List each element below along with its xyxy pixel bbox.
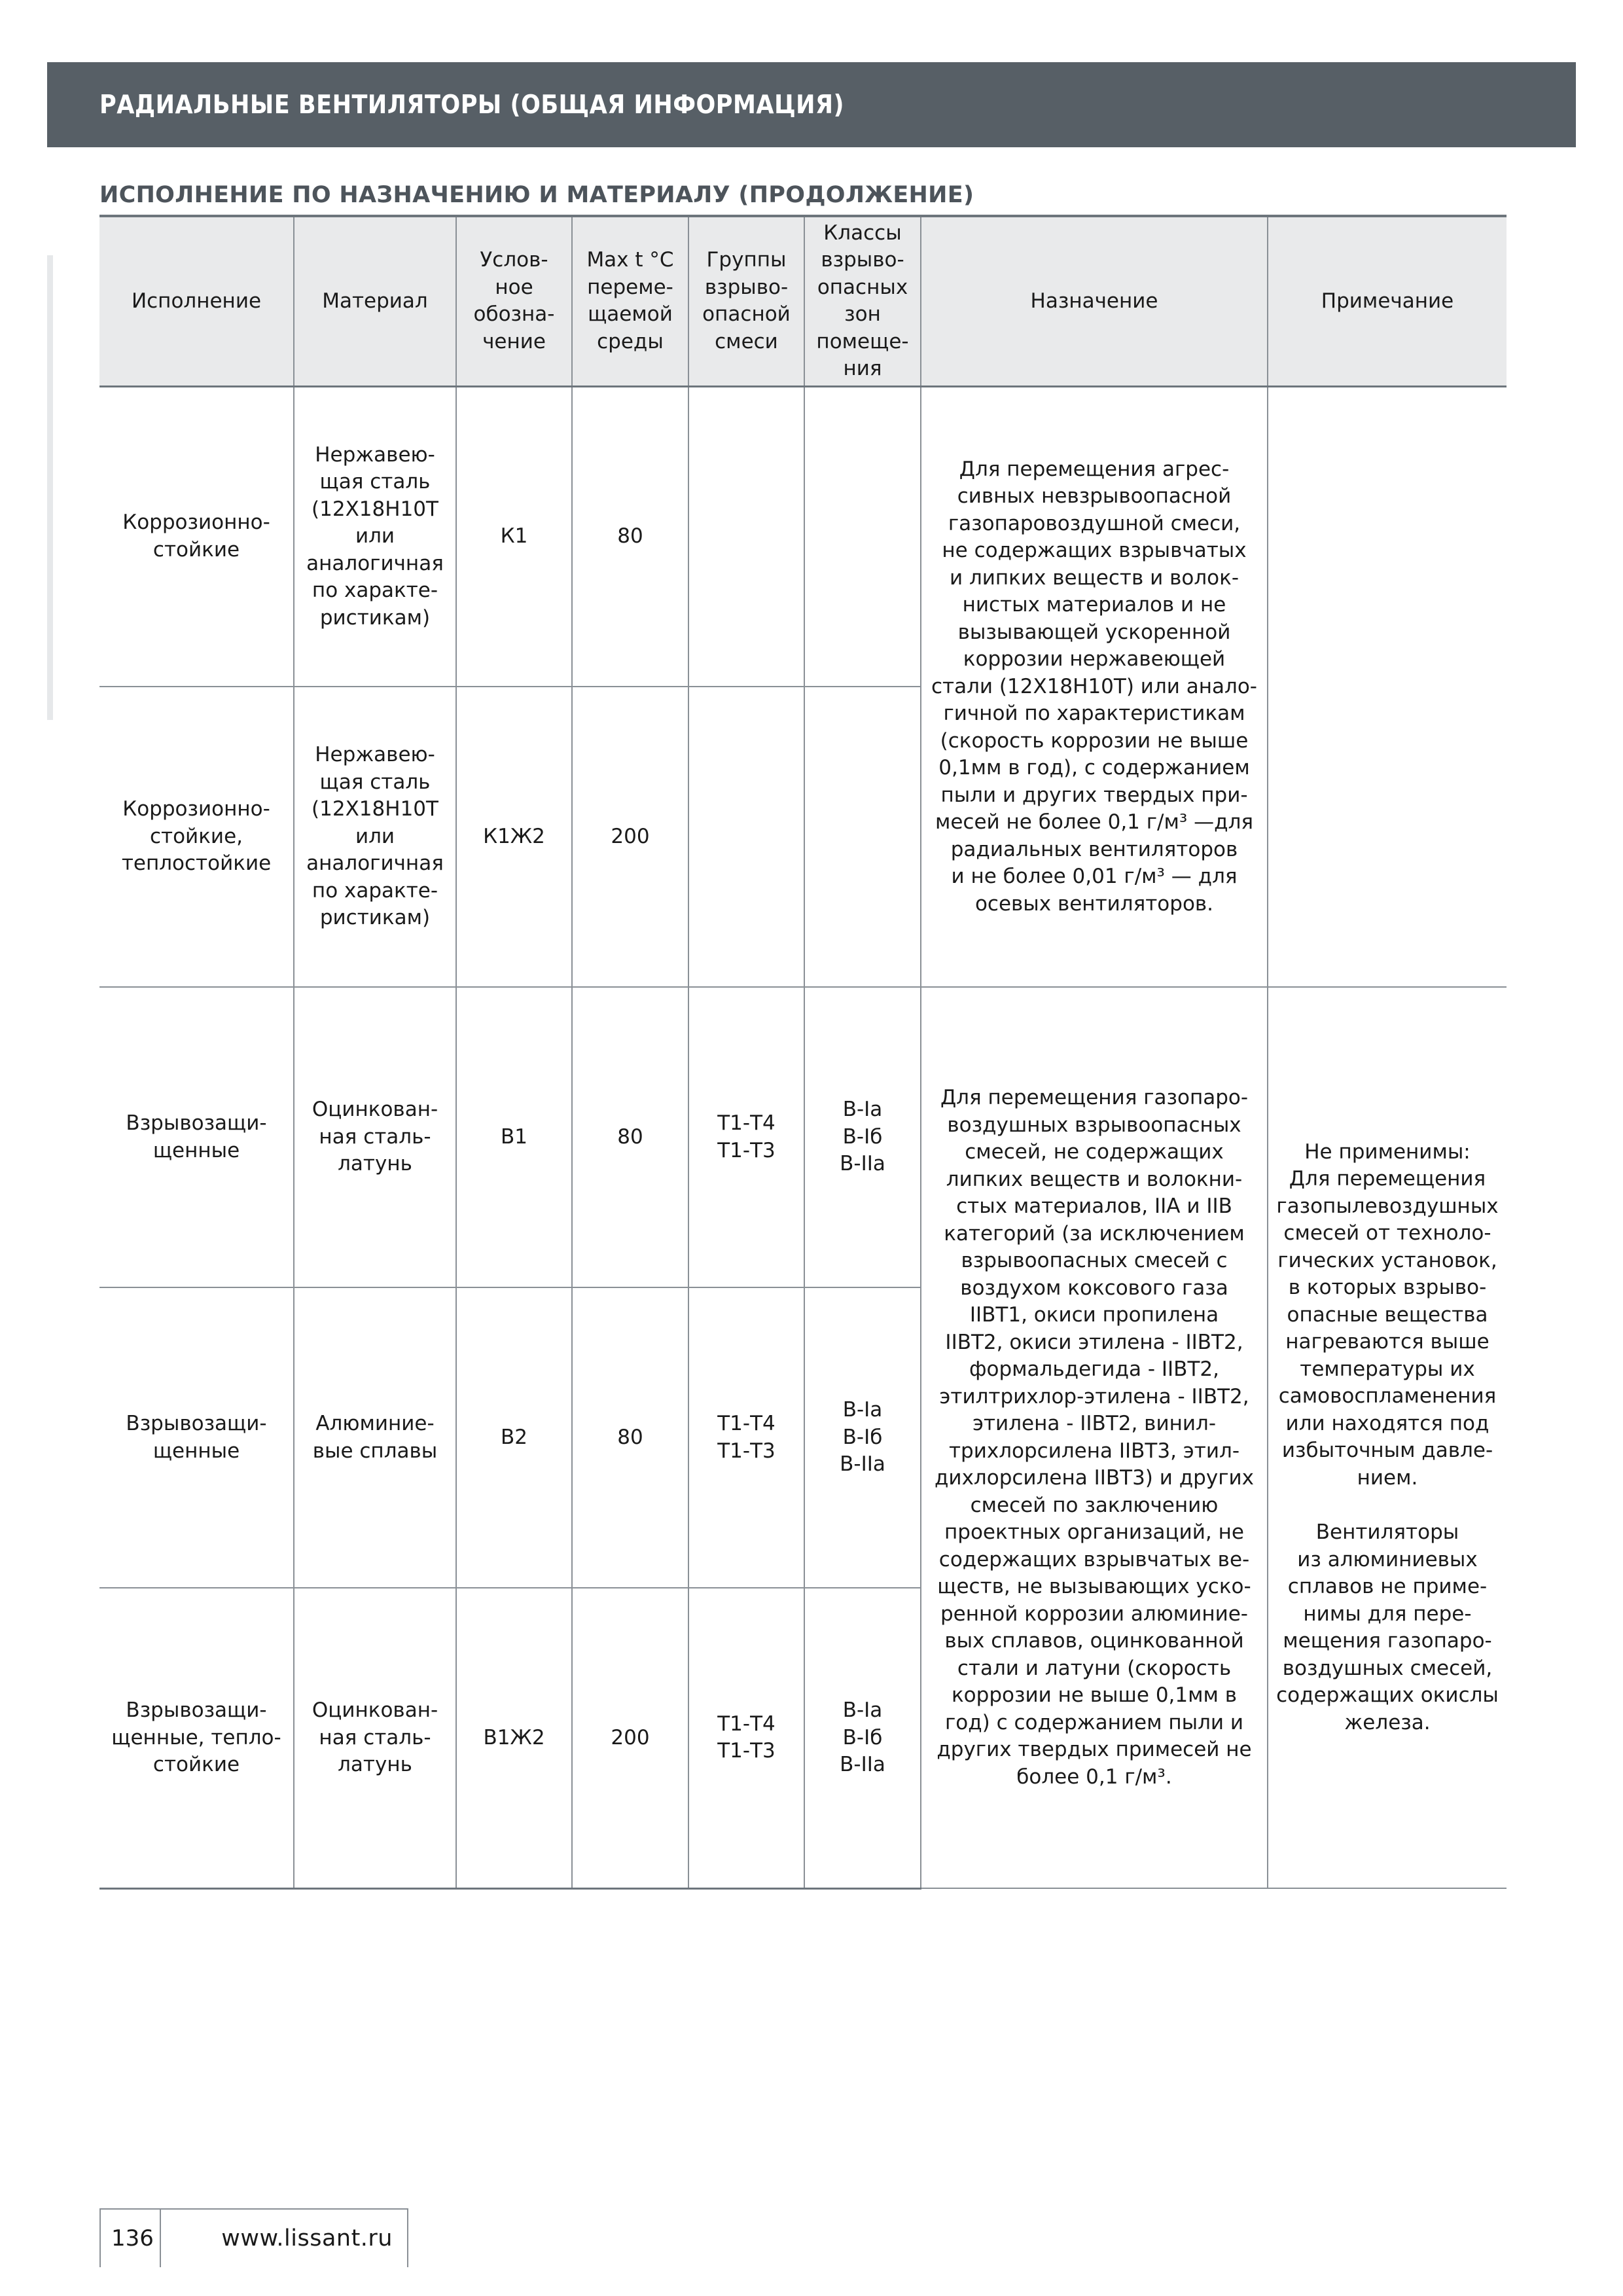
- cell-explosive-zone-classes: [804, 386, 921, 687]
- cell-explosive-groups: Т1-Т4 Т1-Т3: [688, 1287, 804, 1588]
- cell-explosive-groups: [688, 687, 804, 987]
- cell-explosive-zone-classes: [804, 687, 921, 987]
- cell-designation: В2: [456, 1287, 572, 1588]
- table-row: [99, 987, 1507, 1287]
- cell-material: Алюминие- вые сплавы: [294, 1287, 456, 1588]
- cell-max-temperature: 80: [572, 386, 688, 687]
- cell-note-corrosion: [1268, 386, 1507, 987]
- cell-purpose-explosion-proof: Для перемещения газопаро- воздушных взрывоопасных смесей, не содержащих липких веществ и волокни- стых материалов, IIА и IIВ категорий (за исключением взрывоопасных смесей с воздухом коксового газа IIВТ1, окиси пропилена IIВТ2, окиси этилена - IIВТ2, формальдегида - IIВТ2, этилтрихлор-этилена - IIВТ2, этилена - IIВТ2, винил- трихлорсилена IIВТ3, этил- дихлорсилена IIВТ3) и других смесей по заключению проектных организаций, не содержащих взрывчатых ве- ществ, не вызывающих уско- ренной коррозии алюминие- вых сплавов, оцинкованной стали и латуни (скорость коррозии не выше 0,1мм в год) с содержанием пыли и других твердых примесей не более 0,1 г/м³.: [921, 987, 1268, 1888]
- cell-max-temperature: 80: [572, 987, 688, 1287]
- cell-execution: Взрывозащи- щенные: [99, 987, 294, 1287]
- header-explosive-groups: Группы взрыво- опасной смеси: [688, 217, 804, 386]
- header-purpose: Назначение: [921, 217, 1268, 386]
- cell-max-temperature: 200: [572, 1588, 688, 1888]
- cell-execution: Взрывозащи- щенные, тепло- стойкие: [99, 1588, 294, 1888]
- note-not-applicable: Не применимы: Для перемещения газопылевоздушных смесей от техноло- гических установок, в которых взрыво- опасные вещества нагреваются выше температуры их самовоспламенения или находятся под избыточным давле- нием.: [1276, 1139, 1499, 1490]
- cell-explosive-zone-classes: В-Iа В-Iб В-IIа: [804, 987, 921, 1287]
- header-max-temperature: Max t °C переме- щаемой среды: [572, 217, 688, 386]
- website-link[interactable]: www.lissant.ru: [221, 2225, 393, 2251]
- cell-explosive-zone-classes: В-Iа В-Iб В-IIа: [804, 1287, 921, 1588]
- cell-material: Нержавею- щая сталь (12Х18Н10Т или аналогичная по характе- ристикам): [294, 386, 456, 687]
- header-note: Примечание: [1268, 217, 1507, 386]
- cell-designation: В1: [456, 987, 572, 1287]
- page-footer: [99, 2208, 408, 2267]
- header-explosive-zone-classes: Классы взрыво- опасных зон помеще- ния: [804, 217, 921, 386]
- page-banner: [47, 62, 1576, 147]
- cell-note-explosion-proof: [1268, 987, 1507, 1888]
- page-number: 136: [101, 2210, 161, 2267]
- cell-material: Нержавею- щая сталь (12Х18Н10Т или аналогичная по характе- ристикам): [294, 687, 456, 987]
- cell-material: Оцинкован- ная сталь- латунь: [294, 1588, 456, 1888]
- cell-material: Оцинкован- ная сталь- латунь: [294, 987, 456, 1287]
- note-aluminium-alloys: Вентиляторы из алюминиевых сплавов не приме- нимы для пере- мещения газопаро- воздушных смесей, содержащих окислы железа.: [1276, 1520, 1499, 1734]
- header-execution: Исполнение: [99, 217, 294, 386]
- cell-designation: В1Ж2: [456, 1588, 572, 1888]
- cell-execution: Взрывозащи- щенные: [99, 1287, 294, 1588]
- cell-explosive-groups: Т1-Т4 Т1-Т3: [688, 987, 804, 1287]
- section-title: ИСПОЛНЕНИЕ ПО НАЗНАЧЕНИЮ И МАТЕРИАЛУ (ПРОДОЛЖЕНИЕ): [99, 182, 974, 208]
- side-decoration-strip: [47, 255, 53, 720]
- cell-execution: Коррозионно- стойкие: [99, 386, 294, 687]
- cell-explosive-groups: [688, 386, 804, 687]
- note-spacer: [1275, 1492, 1500, 1519]
- table-row: [99, 386, 1507, 687]
- cell-purpose-corrosion: Для перемещения агрес- сивных невзрывоопасной газопаровоздушной смеси, не содержащих взрывчатых и липких веществ и волок- нистых материалов и не вызывающей ускоренной коррозии нержавеющей стали (12Х18Н10Т) или анало- гичной по характеристикам (скорость коррозии не выше 0,1мм в год), с содержанием пыли и других твердых при- месей не более 0,1 г/м³ —для радиальных вентиляторов и не более 0,01 г/м³ — для осевых вентиляторов.: [921, 386, 1268, 987]
- execution-material-table: [99, 217, 1507, 1890]
- table-header-row: [99, 217, 1507, 386]
- cell-execution: Коррозионно- стойкие, теплостойкие: [99, 687, 294, 987]
- cell-max-temperature: 80: [572, 1287, 688, 1588]
- header-material: Материал: [294, 217, 456, 386]
- banner-title: РАДИАЛЬНЫЕ ВЕНТИЛЯТОРЫ (ОБЩАЯ ИНФОРМАЦИЯ): [99, 90, 845, 120]
- cell-designation: К1Ж2: [456, 687, 572, 987]
- cell-explosive-groups: Т1-Т4 Т1-Т3: [688, 1588, 804, 1888]
- cell-explosive-zone-classes: В-Iа В-Iб В-IIа: [804, 1588, 921, 1888]
- cell-designation: К1: [456, 386, 572, 687]
- header-designation: Услов- ное обозна- чение: [456, 217, 572, 386]
- cell-max-temperature: 200: [572, 687, 688, 987]
